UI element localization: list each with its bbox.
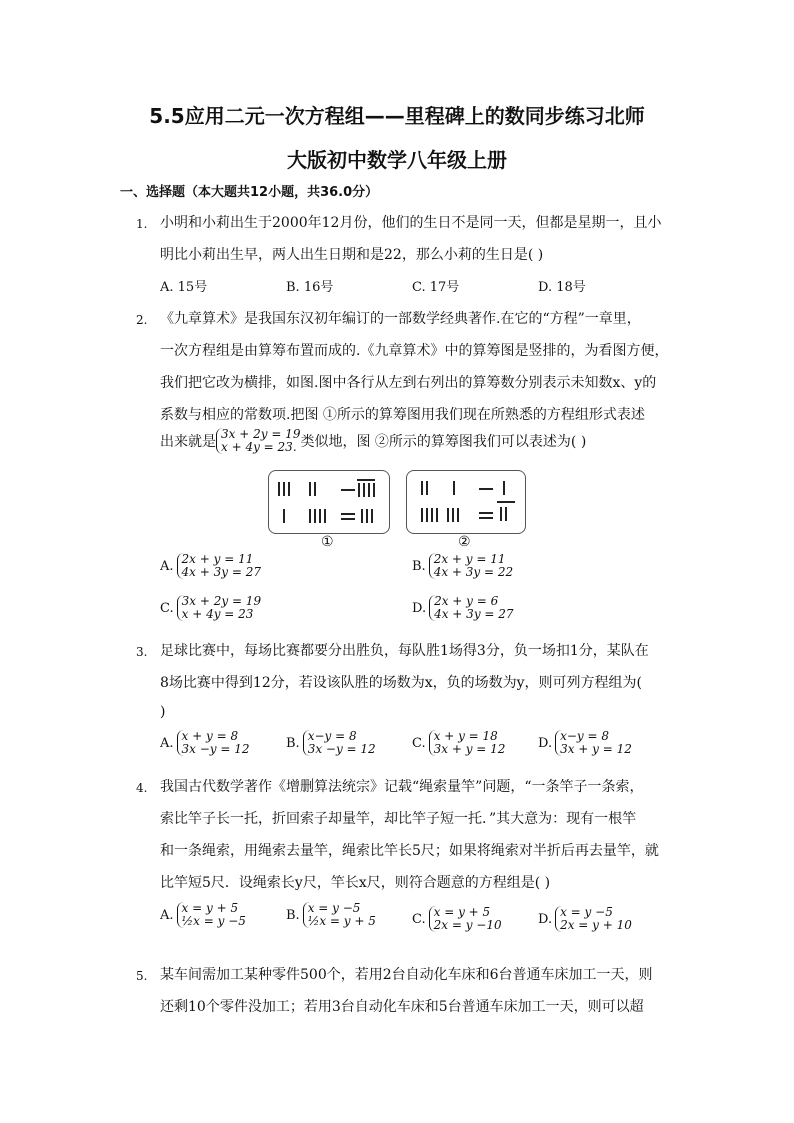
section-heading: 一、选择题（本大题共12小题，共36.0分） xyxy=(120,185,379,200)
q5-line: 还剩10个零件没加工；若用3台自动化车床和5台普通车床加工一天，则可以超 xyxy=(160,999,644,1015)
figure-caption-1: ① xyxy=(321,534,334,550)
question-number: 1. xyxy=(136,217,148,231)
q3-line: 足球比赛中，每场比赛都要分出胜负，每队胜1场得3分，负一场扣1分，某队在 xyxy=(160,643,649,659)
q1-line: 明比小莉出生早，两人出生日期和是22，那么小莉的生日是( ) xyxy=(160,247,544,263)
q4-option-c[interactable]: C. x = y + 5 2x = y −10 xyxy=(412,905,502,932)
q3-option-b[interactable]: B. x−y = 8 3x −y = 12 xyxy=(286,729,376,756)
figure-caption-2: ② xyxy=(458,534,471,550)
question-number: 2. xyxy=(136,313,148,327)
q4-line: 比竿短5尺．设绳索长y尺，竿长x尺，则符合题意的方程组是( ) xyxy=(160,875,551,891)
question-number: 5. xyxy=(136,969,148,983)
equation-system: 3x + 2y = 19 x + 4y = 23. xyxy=(216,428,300,454)
page-title-line1: 5.5应用二元一次方程组——里程碑上的数同步练习北师 xyxy=(149,104,645,128)
question-number: 4. xyxy=(136,781,148,795)
q3-line: 8场比赛中得到12分，若设该队胜的场数为x，负的场数为y，则可列方程组为( xyxy=(160,675,642,691)
q2-option-c[interactable]: C. 3x + 2y = 19 x + 4y = 23 xyxy=(160,594,262,621)
q3-line: ) xyxy=(160,704,166,720)
q2-line: 一次方程组是由算筹布置而成的.《九章算术》中的算筹图是竖排的，为看图方便， xyxy=(160,343,669,359)
q1-option-a[interactable]: A. 15号 xyxy=(160,280,208,295)
q2-line-with-system xyxy=(160,428,586,454)
q1-option-b[interactable]: B. 16号 xyxy=(286,280,334,295)
q2-line: 《九章算术》是我国东汉初年编订的一部数学经典著作.在它的“方程”一章里， xyxy=(160,311,641,327)
q2-line: 我们把它改为横排，如图.图中各行从左到右列出的算筹数分别表示未知数x、y的 xyxy=(160,375,657,391)
q3-option-d[interactable]: D. x−y = 8 3x + y = 12 xyxy=(538,729,632,756)
q4-option-b[interactable]: B. x = y −5 ½x = y + 5 xyxy=(286,901,376,928)
q2-option-d[interactable]: D. 2x + y = 6 4x + 3y = 27 xyxy=(412,594,514,621)
q4-line: 索比竿子长一托，折回索子却量竿，却比竿子短一托．”其大意为：现有一根竿 xyxy=(160,811,637,827)
q2-option-b[interactable]: B. 2x + y = 11 4x + 3y = 22 xyxy=(412,552,514,579)
q4-line: 和一条绳索，用绳索去量竿，绳索比竿长5尺；如果将绳索对半折后再去量竿，就 xyxy=(160,843,659,859)
q2-option-a[interactable]: A. 2x + y = 11 4x + 3y = 27 xyxy=(160,552,261,579)
q3-option-a[interactable]: A. x + y = 8 3x −y = 12 xyxy=(160,729,250,756)
q1-option-d[interactable]: D. 18号 xyxy=(538,280,586,295)
page-title-line2: 大版初中数学八年级上册 xyxy=(287,148,507,172)
question-number: 3. xyxy=(136,645,148,659)
rod-figure-2 xyxy=(406,470,526,534)
rod-figure-1 xyxy=(268,470,390,534)
q1-option-c[interactable]: C. 17号 xyxy=(412,280,460,295)
q2-last-pre: 出来就是 xyxy=(160,434,216,450)
q3-option-c[interactable]: C. x + y = 18 3x + y = 12 xyxy=(412,729,506,756)
q4-line: 我国古代数学著作《增删算法统宗》记载“绳索量竿”问题，“一条竿子一条索， xyxy=(160,779,644,795)
q5-line: 某车间需加工某种零件500个，若用2台自动化车床和6台普通车床加工一天，则 xyxy=(160,967,653,983)
q4-option-a[interactable]: A. x = y + 5 ½x = y −5 xyxy=(160,901,246,928)
q2-last-post: 类似地，图 ②所示的算筹图我们可以表述为( ) xyxy=(300,434,587,450)
q1-line: 小明和小莉出生于2000年12月份，他们的生日不是同一天，但都是星期一，且小 xyxy=(160,215,662,231)
q4-option-d[interactable]: D. x = y −5 2x = y + 10 xyxy=(538,905,632,932)
q2-line: 系数与相应的常数项.把图 ①所示的算筹图用我们现在所熟悉的方程组形式表述 xyxy=(160,407,645,423)
